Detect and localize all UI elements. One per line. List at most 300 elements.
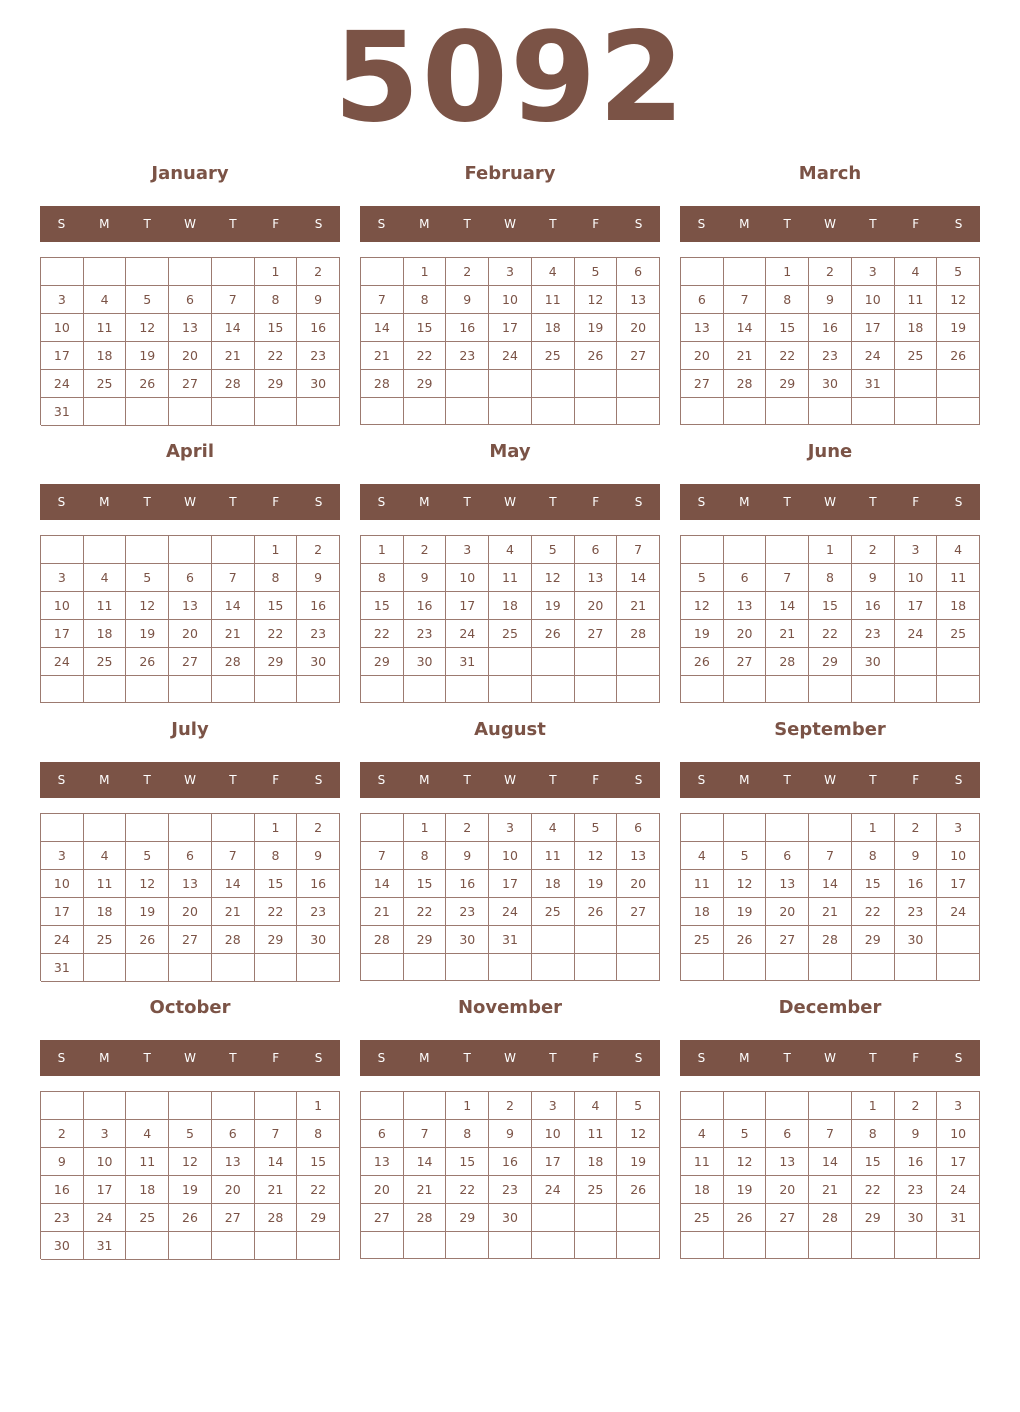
empty-cell (937, 676, 980, 703)
empty-cell (575, 926, 618, 954)
day-cell: 24 (489, 898, 532, 926)
day-cell: 2 (895, 1092, 938, 1120)
day-cell: 18 (84, 620, 127, 648)
day-cell: 23 (297, 898, 340, 926)
day-cell: 14 (212, 314, 255, 342)
empty-cell (852, 1232, 895, 1259)
day-grid (40, 813, 340, 981)
day-cell: 17 (532, 1148, 575, 1176)
day-cell: 5 (532, 536, 575, 564)
empty-cell (532, 954, 575, 981)
day-cell: 30 (297, 370, 340, 398)
empty-cell (575, 1232, 618, 1259)
day-cell: 7 (255, 1120, 298, 1148)
day-cell: 13 (617, 286, 660, 314)
day-cell: 21 (212, 620, 255, 648)
day-cell: 30 (404, 648, 447, 676)
empty-cell (724, 814, 767, 842)
day-cell: 3 (489, 814, 532, 842)
empty-cell (361, 954, 404, 981)
day-cell: 4 (84, 286, 127, 314)
weekday-label: S (954, 495, 963, 509)
empty-cell (724, 1232, 767, 1259)
day-cell: 14 (212, 870, 255, 898)
day-cell: 31 (489, 926, 532, 954)
day-cell: 10 (532, 1120, 575, 1148)
day-cell: 10 (489, 286, 532, 314)
weekday-label: T (463, 773, 471, 787)
day-cell: 24 (937, 1176, 980, 1204)
day-cell: 26 (575, 342, 618, 370)
day-cell: 28 (809, 1204, 852, 1232)
day-cell: 11 (532, 286, 575, 314)
month-name: November (457, 997, 563, 1018)
weekday-label: S (57, 495, 66, 509)
day-cell: 7 (212, 842, 255, 870)
day-cell: 30 (446, 926, 489, 954)
day-cell: 25 (532, 342, 575, 370)
day-cell: 20 (766, 898, 809, 926)
day-cell: 5 (126, 286, 169, 314)
day-cell: 19 (126, 620, 169, 648)
day-cell: 29 (766, 370, 809, 398)
day-cell: 12 (724, 1148, 767, 1176)
day-cell: 24 (852, 342, 895, 370)
day-cell: 18 (532, 314, 575, 342)
empty-cell (532, 1232, 575, 1259)
weekday-label: T (549, 1051, 557, 1065)
day-cell: 3 (895, 536, 938, 564)
day-cell: 25 (895, 342, 938, 370)
day-cell: 9 (404, 564, 447, 592)
weekday-header (40, 206, 340, 242)
day-cell: 1 (255, 814, 298, 842)
weekday-header (40, 1040, 340, 1076)
month-name: March (798, 163, 862, 184)
empty-cell (809, 1232, 852, 1259)
day-cell: 2 (404, 536, 447, 564)
day-cell: 20 (766, 1176, 809, 1204)
day-cell: 9 (852, 564, 895, 592)
day-cell: 13 (681, 314, 724, 342)
day-cell: 19 (169, 1176, 212, 1204)
day-cell: 4 (489, 536, 532, 564)
day-cell: 25 (84, 370, 127, 398)
weekday-label: S (954, 773, 963, 787)
empty-cell (255, 954, 298, 982)
empty-cell (681, 258, 724, 286)
weekday-label: T (229, 495, 237, 509)
empty-cell (532, 398, 575, 425)
weekday-label: M (739, 1051, 750, 1065)
day-cell: 30 (41, 1232, 84, 1260)
day-cell: 28 (212, 648, 255, 676)
day-cell: 13 (169, 870, 212, 898)
day-cell: 15 (404, 870, 447, 898)
empty-cell (937, 398, 980, 425)
empty-cell (361, 398, 404, 425)
day-cell: 23 (489, 1176, 532, 1204)
empty-cell (361, 258, 404, 286)
day-cell: 15 (255, 592, 298, 620)
day-cell: 22 (404, 898, 447, 926)
day-cell: 28 (404, 1204, 447, 1232)
empty-cell (681, 954, 724, 981)
weekday-label: S (634, 773, 643, 787)
day-cell: 27 (681, 370, 724, 398)
day-cell: 15 (446, 1148, 489, 1176)
day-cell: 2 (41, 1120, 84, 1148)
empty-cell (212, 398, 255, 426)
weekday-label: T (229, 1051, 237, 1065)
day-cell: 5 (126, 842, 169, 870)
day-cell: 4 (84, 842, 127, 870)
empty-cell (766, 1232, 809, 1259)
day-cell: 15 (404, 314, 447, 342)
day-cell: 14 (361, 870, 404, 898)
day-cell: 22 (361, 620, 404, 648)
day-cell: 29 (255, 648, 298, 676)
empty-cell (297, 954, 340, 982)
weekday-label: W (824, 1051, 836, 1065)
day-cell: 28 (809, 926, 852, 954)
weekday-label: M (739, 217, 750, 231)
empty-cell (575, 954, 618, 981)
empty-cell (617, 1232, 660, 1259)
day-grid (40, 535, 340, 703)
day-cell: 27 (169, 648, 212, 676)
empty-cell (126, 954, 169, 982)
day-cell: 24 (937, 898, 980, 926)
empty-cell (937, 1232, 980, 1259)
empty-cell (212, 676, 255, 703)
empty-cell (361, 676, 404, 703)
year-title: 5092 (333, 6, 687, 150)
month-name: September (774, 719, 886, 740)
day-cell: 27 (766, 926, 809, 954)
day-cell: 2 (446, 814, 489, 842)
day-cell: 17 (489, 314, 532, 342)
weekday-label: S (697, 773, 706, 787)
weekday-label: W (824, 495, 836, 509)
day-cell: 4 (532, 258, 575, 286)
day-cell: 5 (169, 1120, 212, 1148)
empty-cell (489, 370, 532, 398)
weekday-header (680, 484, 980, 520)
day-cell: 15 (852, 870, 895, 898)
day-cell: 28 (255, 1204, 298, 1232)
weekday-header (680, 762, 980, 798)
empty-cell (169, 676, 212, 703)
day-cell: 13 (724, 592, 767, 620)
weekday-header (680, 1040, 980, 1076)
day-cell: 15 (852, 1148, 895, 1176)
day-cell: 8 (809, 564, 852, 592)
day-cell: 17 (41, 342, 84, 370)
day-cell: 6 (724, 564, 767, 592)
day-cell: 21 (212, 898, 255, 926)
day-cell: 8 (852, 1120, 895, 1148)
day-cell: 8 (766, 286, 809, 314)
day-cell: 6 (617, 258, 660, 286)
empty-cell (41, 814, 84, 842)
day-cell: 1 (297, 1092, 340, 1120)
day-cell: 16 (41, 1176, 84, 1204)
empty-cell (895, 398, 938, 425)
weekday-label: T (143, 1051, 151, 1065)
empty-cell (126, 398, 169, 426)
day-grid (40, 257, 340, 425)
weekday-label: F (592, 495, 600, 509)
weekday-label: T (463, 1051, 471, 1065)
weekday-label: S (377, 217, 386, 231)
day-cell: 20 (617, 314, 660, 342)
day-cell: 20 (617, 870, 660, 898)
day-cell: 31 (84, 1232, 127, 1260)
day-cell: 28 (212, 370, 255, 398)
empty-cell (681, 536, 724, 564)
weekday-label: F (592, 773, 600, 787)
empty-cell (809, 398, 852, 425)
day-cell: 19 (724, 898, 767, 926)
day-cell: 28 (724, 370, 767, 398)
day-cell: 16 (895, 1148, 938, 1176)
empty-cell (446, 398, 489, 425)
empty-cell (575, 398, 618, 425)
day-cell: 28 (212, 926, 255, 954)
empty-cell (575, 370, 618, 398)
weekday-label: T (229, 773, 237, 787)
day-cell: 21 (809, 898, 852, 926)
day-cell: 31 (41, 954, 84, 982)
day-cell: 13 (361, 1148, 404, 1176)
empty-cell (617, 676, 660, 703)
day-cell: 19 (724, 1176, 767, 1204)
day-cell: 24 (41, 926, 84, 954)
weekday-label: T (549, 495, 557, 509)
day-cell: 12 (169, 1148, 212, 1176)
day-cell: 28 (617, 620, 660, 648)
day-cell: 3 (41, 564, 84, 592)
empty-cell (681, 814, 724, 842)
empty-cell (532, 1204, 575, 1232)
day-cell: 9 (297, 564, 340, 592)
weekday-label: W (504, 217, 516, 231)
day-cell: 23 (404, 620, 447, 648)
weekday-label: F (272, 1051, 280, 1065)
weekday-label: S (57, 217, 66, 231)
empty-cell (575, 676, 618, 703)
day-cell: 4 (126, 1120, 169, 1148)
empty-cell (489, 954, 532, 981)
day-cell: 25 (489, 620, 532, 648)
day-cell: 10 (84, 1148, 127, 1176)
empty-cell (895, 648, 938, 676)
day-cell: 25 (937, 620, 980, 648)
empty-cell (169, 1092, 212, 1120)
day-cell: 11 (681, 870, 724, 898)
weekday-label: T (549, 773, 557, 787)
empty-cell (617, 954, 660, 981)
day-cell: 17 (937, 1148, 980, 1176)
day-cell: 9 (809, 286, 852, 314)
empty-cell (84, 398, 127, 426)
day-cell: 2 (297, 814, 340, 842)
day-cell: 17 (41, 620, 84, 648)
weekday-label: M (419, 1051, 430, 1065)
month-name: December (778, 997, 882, 1018)
day-cell: 31 (446, 648, 489, 676)
weekday-label: M (419, 773, 430, 787)
day-cell: 17 (937, 870, 980, 898)
empty-cell (41, 676, 84, 703)
empty-cell (681, 1092, 724, 1120)
day-cell: 16 (297, 870, 340, 898)
day-cell: 25 (84, 648, 127, 676)
day-grid (680, 535, 980, 703)
day-cell: 22 (446, 1176, 489, 1204)
day-cell: 21 (404, 1176, 447, 1204)
empty-cell (212, 954, 255, 982)
empty-cell (212, 1092, 255, 1120)
day-cell: 29 (404, 926, 447, 954)
day-cell: 18 (575, 1148, 618, 1176)
empty-cell (766, 676, 809, 703)
day-cell: 13 (169, 314, 212, 342)
day-cell: 15 (297, 1148, 340, 1176)
day-cell: 5 (575, 814, 618, 842)
day-cell: 25 (681, 1204, 724, 1232)
day-cell: 21 (361, 898, 404, 926)
day-cell: 8 (446, 1120, 489, 1148)
empty-cell (446, 370, 489, 398)
day-cell: 3 (84, 1120, 127, 1148)
day-cell: 27 (361, 1204, 404, 1232)
day-cell: 26 (617, 1176, 660, 1204)
empty-cell (766, 536, 809, 564)
day-cell: 16 (809, 314, 852, 342)
day-cell: 5 (617, 1092, 660, 1120)
month-name: February (464, 163, 556, 184)
day-cell: 4 (895, 258, 938, 286)
day-cell: 23 (297, 342, 340, 370)
day-cell: 2 (852, 536, 895, 564)
day-cell: 23 (809, 342, 852, 370)
month-name: October (149, 997, 231, 1018)
empty-cell (169, 1232, 212, 1260)
empty-cell (766, 814, 809, 842)
day-cell: 7 (724, 286, 767, 314)
day-cell: 16 (404, 592, 447, 620)
day-cell: 17 (895, 592, 938, 620)
empty-cell (126, 536, 169, 564)
weekday-label: W (504, 495, 516, 509)
day-cell: 22 (852, 1176, 895, 1204)
weekday-label: T (869, 1051, 877, 1065)
weekday-label: S (314, 217, 323, 231)
day-cell: 28 (361, 370, 404, 398)
empty-cell (532, 676, 575, 703)
day-cell: 26 (575, 898, 618, 926)
weekday-label: T (869, 773, 877, 787)
day-cell: 30 (895, 1204, 938, 1232)
day-cell: 3 (937, 814, 980, 842)
empty-cell (895, 954, 938, 981)
day-cell: 28 (766, 648, 809, 676)
weekday-label: W (184, 217, 196, 231)
day-cell: 8 (852, 842, 895, 870)
day-cell: 10 (895, 564, 938, 592)
day-cell: 28 (361, 926, 404, 954)
weekday-label: F (592, 1051, 600, 1065)
day-cell: 19 (681, 620, 724, 648)
day-cell: 11 (575, 1120, 618, 1148)
day-cell: 17 (489, 870, 532, 898)
day-cell: 27 (169, 926, 212, 954)
day-cell: 30 (297, 926, 340, 954)
day-cell: 18 (126, 1176, 169, 1204)
empty-cell (617, 398, 660, 425)
day-cell: 14 (255, 1148, 298, 1176)
weekday-label: W (824, 217, 836, 231)
weekday-header (360, 1040, 660, 1076)
day-cell: 2 (895, 814, 938, 842)
empty-cell (84, 676, 127, 703)
weekday-label: S (377, 773, 386, 787)
day-cell: 20 (681, 342, 724, 370)
day-cell: 9 (446, 286, 489, 314)
day-cell: 14 (766, 592, 809, 620)
day-cell: 22 (852, 898, 895, 926)
day-cell: 2 (446, 258, 489, 286)
day-cell: 8 (255, 286, 298, 314)
day-cell: 11 (532, 842, 575, 870)
weekday-label: S (697, 1051, 706, 1065)
day-cell: 26 (532, 620, 575, 648)
day-cell: 1 (404, 814, 447, 842)
day-cell: 22 (766, 342, 809, 370)
empty-cell (404, 676, 447, 703)
empty-cell (255, 1092, 298, 1120)
day-cell: 24 (532, 1176, 575, 1204)
weekday-header (40, 484, 340, 520)
empty-cell (84, 536, 127, 564)
day-cell: 19 (575, 314, 618, 342)
day-cell: 29 (255, 926, 298, 954)
day-cell: 3 (489, 258, 532, 286)
empty-cell (126, 1092, 169, 1120)
day-cell: 20 (169, 620, 212, 648)
weekday-label: S (634, 1051, 643, 1065)
day-cell: 25 (126, 1204, 169, 1232)
day-grid (360, 535, 660, 703)
empty-cell (255, 676, 298, 703)
day-cell: 16 (297, 592, 340, 620)
day-cell: 6 (169, 564, 212, 592)
day-cell: 14 (617, 564, 660, 592)
day-cell: 26 (126, 926, 169, 954)
day-cell: 27 (766, 1204, 809, 1232)
empty-cell (724, 954, 767, 981)
weekday-header (360, 206, 660, 242)
weekday-label: F (912, 217, 920, 231)
day-cell: 21 (766, 620, 809, 648)
empty-cell (212, 258, 255, 286)
day-cell: 4 (575, 1092, 618, 1120)
day-cell: 23 (297, 620, 340, 648)
day-cell: 11 (895, 286, 938, 314)
empty-cell (766, 954, 809, 981)
